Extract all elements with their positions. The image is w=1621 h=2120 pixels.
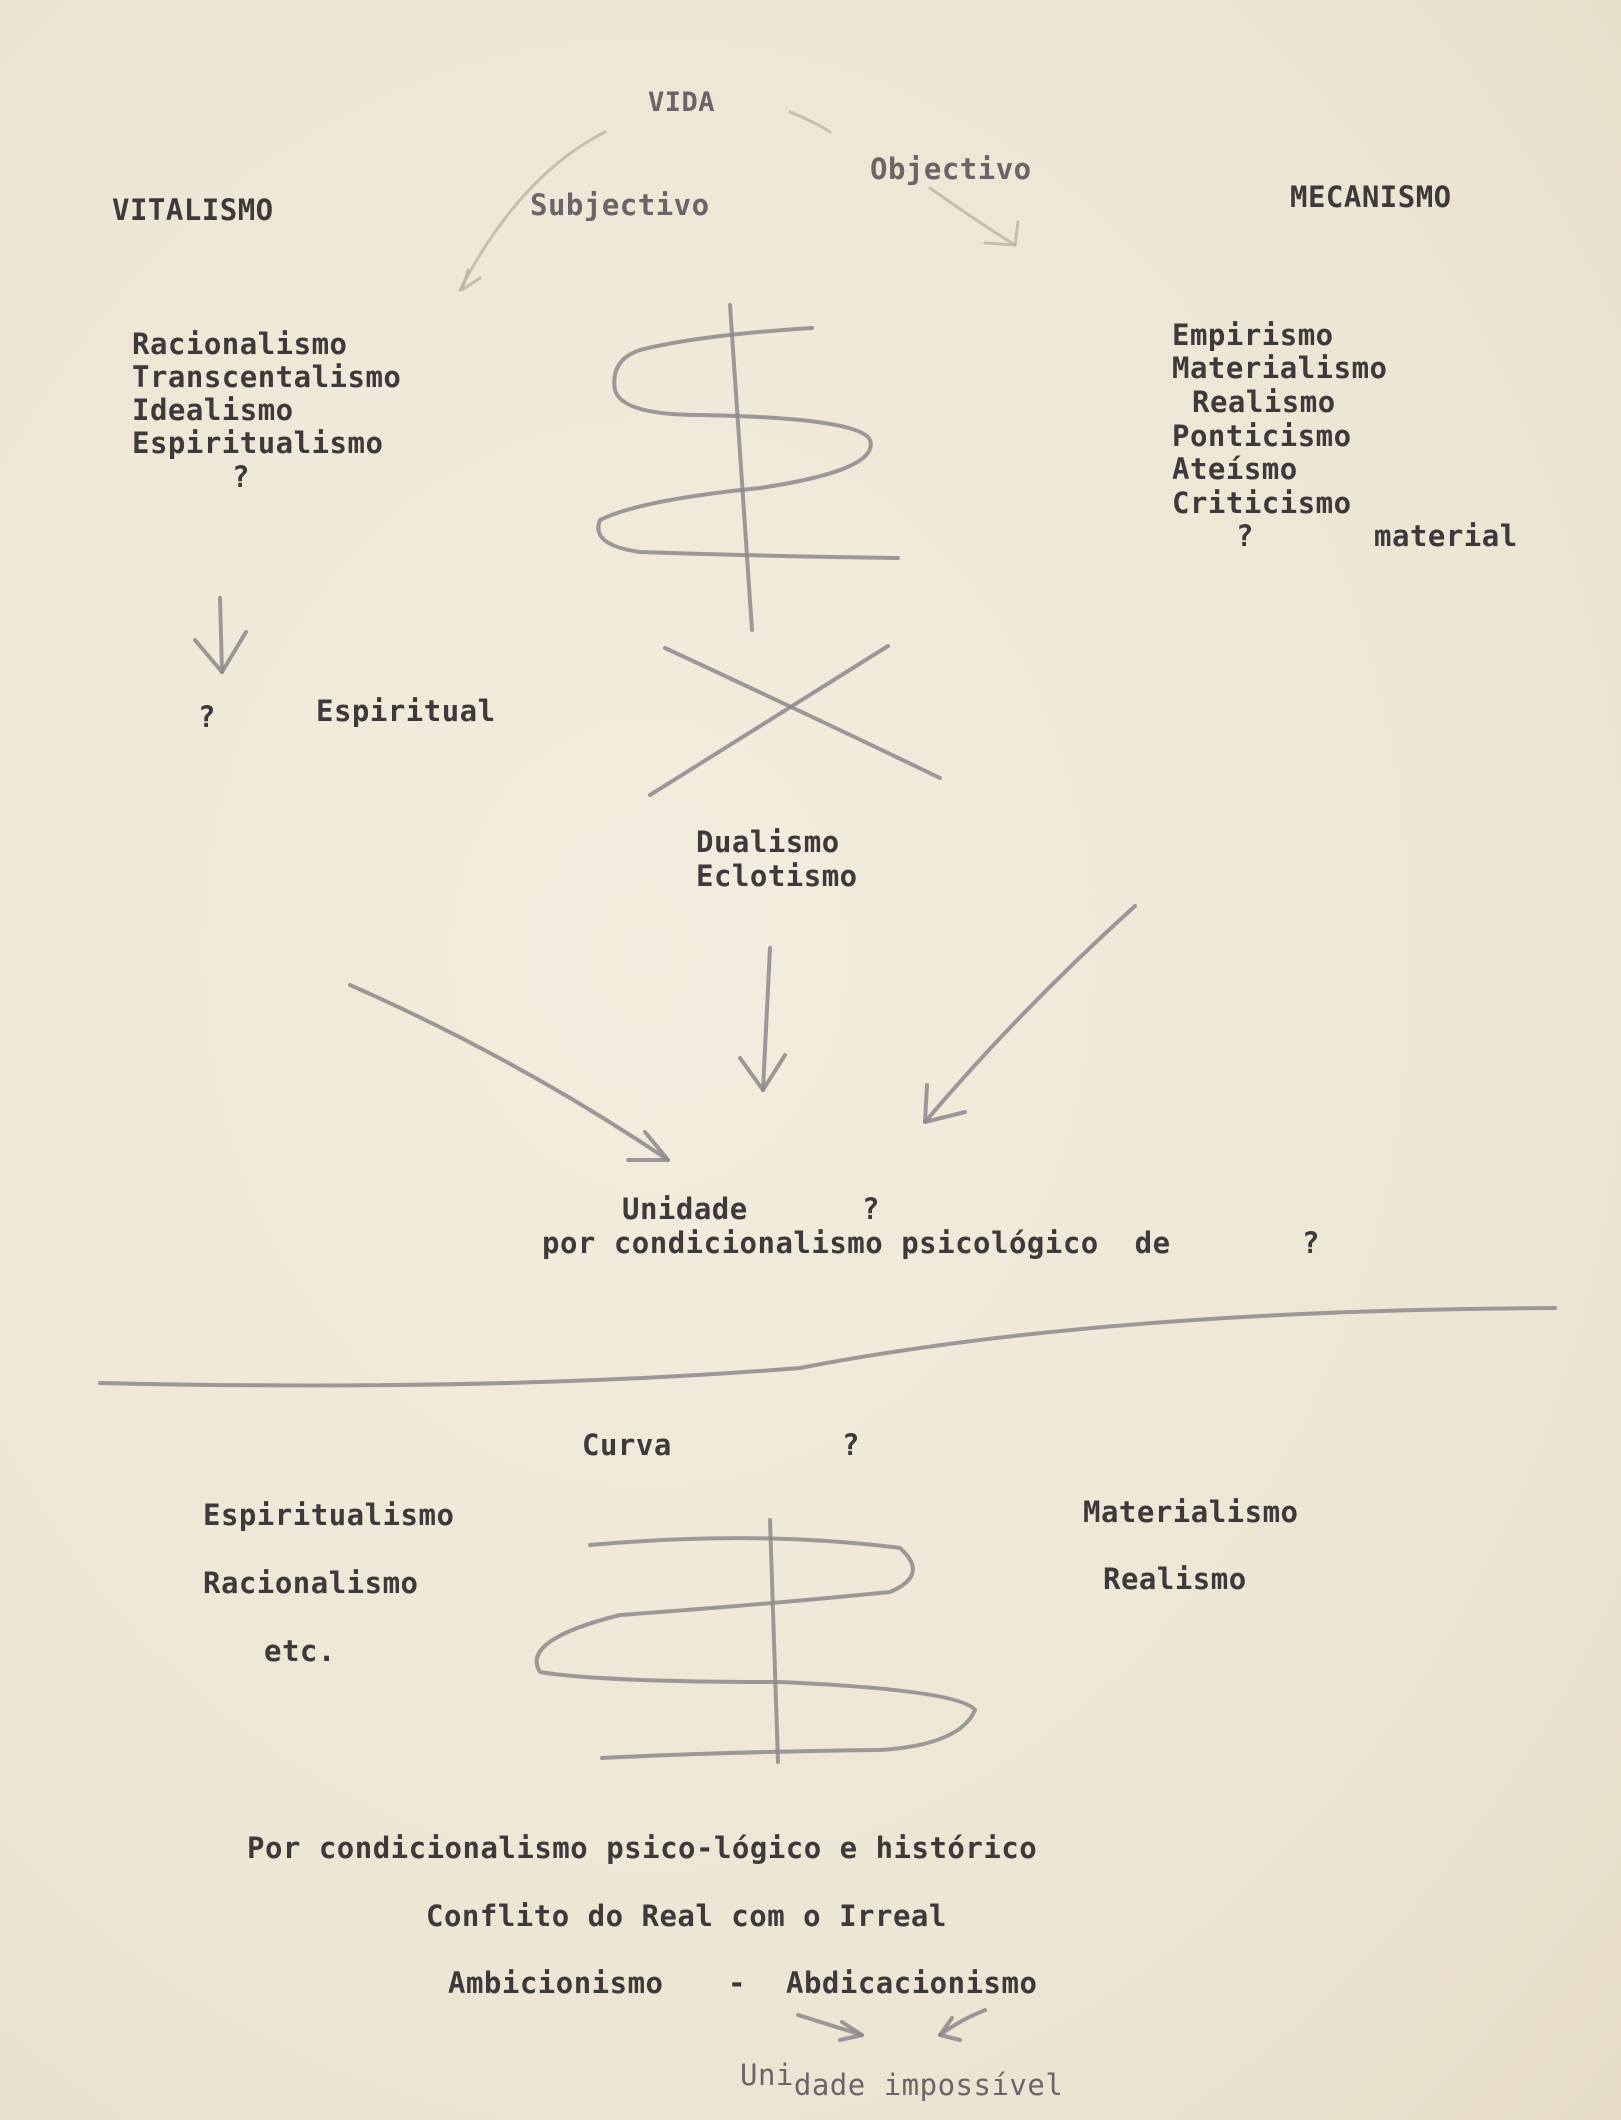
objectivo-arrow-head xyxy=(985,222,1018,245)
cross-line-2 xyxy=(650,646,888,795)
lower-right-item-2: Realismo xyxy=(1103,1562,1247,1596)
unidade-impossivel-prefix: Uni xyxy=(740,2058,794,2092)
mecanismo-heading: MECANISMO xyxy=(1290,180,1452,214)
curva-label: Curva xyxy=(582,1428,672,1462)
dualismo-label: Dualismo xyxy=(696,825,840,859)
right-list-item-2: Materialismo xyxy=(1172,351,1388,385)
left-list-item-2: Transcentalismo xyxy=(132,360,402,394)
left-result-question: ? xyxy=(198,700,216,734)
right-list-material: material xyxy=(1374,519,1518,553)
dash-separator: - xyxy=(728,1966,746,2000)
objectivo-arrow xyxy=(930,188,1015,245)
arrow-center xyxy=(763,948,770,1090)
condicionalismo-line: por condicionalismo psicológico de xyxy=(542,1226,1171,1260)
vida-arc-right xyxy=(790,112,830,132)
left-list-item-3: Idealismo xyxy=(132,393,294,427)
unidade-question: ? xyxy=(862,1192,880,1226)
lower-vertical-line xyxy=(770,1520,778,1762)
vida-label: VIDA xyxy=(648,87,716,118)
unidade-impossivel-rest: dade impossível xyxy=(793,2068,1064,2102)
bottom-line-1: Por condicionalismo psico-lógico e histórico xyxy=(247,1831,1038,1865)
right-list-item-5: Ateísmo xyxy=(1172,452,1298,486)
right-list-item-6: Criticismo xyxy=(1172,486,1352,520)
left-list-item-4: Espiritualismo xyxy=(132,426,384,460)
arrow-right-diagonal xyxy=(925,906,1135,1122)
lower-serpentine xyxy=(537,1538,975,1758)
left-list-question: ? xyxy=(232,460,250,494)
bottom-line-2: Conflito do Real com o Irreal xyxy=(426,1899,947,1933)
unidade-label: Unidade xyxy=(622,1192,748,1226)
divider-stroke xyxy=(100,1308,1555,1385)
espiritual-label: Espiritual xyxy=(316,694,496,728)
lower-left-item-2: Racionalismo xyxy=(203,1566,419,1600)
curva-question: ? xyxy=(842,1428,860,1462)
bottom-arrow-left xyxy=(798,2015,862,2035)
right-list-question: ? xyxy=(1236,519,1254,553)
upper-serpentine xyxy=(598,328,898,558)
left-list-item-1: Racionalismo xyxy=(132,327,348,361)
condicionalismo-question: ? xyxy=(1302,1226,1320,1260)
right-list-item-3: Realismo xyxy=(1192,385,1336,419)
lower-right-item-1: Materialismo xyxy=(1083,1495,1299,1529)
unidade-impossivel xyxy=(740,2058,1064,2102)
subjectivo-label: Subjectivo xyxy=(530,188,710,222)
vida-arc-left-arrow xyxy=(462,270,480,290)
vitalismo-heading: VITALISMO xyxy=(112,193,274,227)
objectivo-label: Objectivo xyxy=(870,152,1032,186)
abdicacionismo-label: Abdicacionismo xyxy=(786,1966,1038,2000)
right-list-item-4: Ponticismo xyxy=(1172,419,1352,453)
right-list-item-1: Empirismo xyxy=(1172,318,1334,352)
left-down-arrow xyxy=(220,598,222,672)
lower-left-item-3: etc. xyxy=(264,1634,336,1668)
upper-vertical-line xyxy=(730,305,752,630)
arrow-left-diagonal xyxy=(350,985,668,1160)
lower-left-item-1: Espiritualismo xyxy=(203,1498,455,1532)
eclotismo-label: Eclotismo xyxy=(696,859,858,893)
ambicionismo-label: Ambicionismo xyxy=(448,1966,664,2000)
